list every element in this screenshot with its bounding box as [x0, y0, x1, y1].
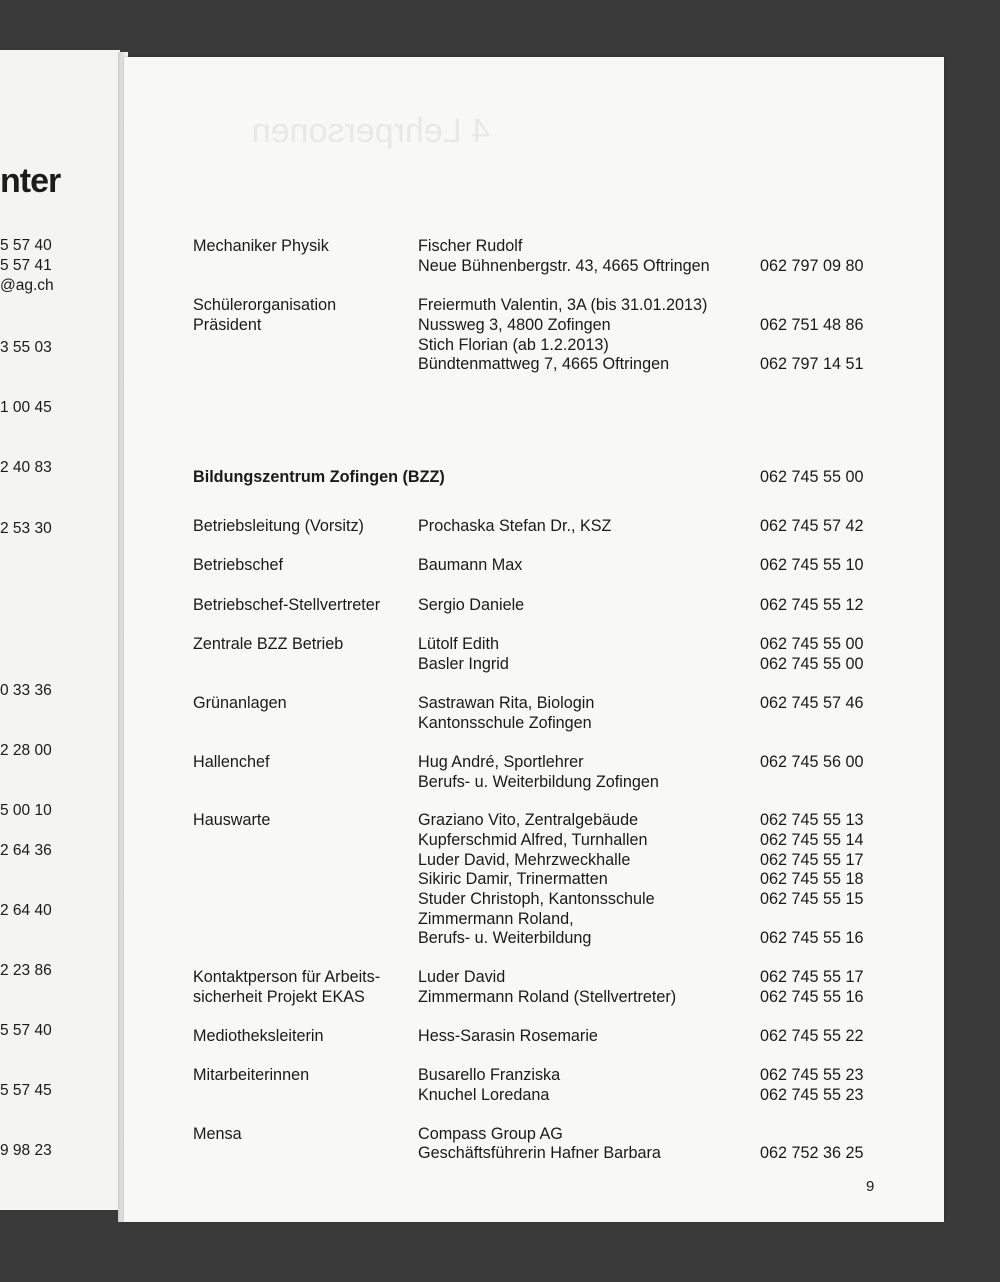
entry-detail: Luder David — [418, 968, 506, 986]
left-page-number: 1 00 45 — [0, 399, 52, 416]
entry-detail: Stich Florian (ab 1.2.2013) — [418, 336, 609, 354]
entry-detail: Geschäftsführerin Hafner Barbara — [418, 1144, 661, 1162]
left-page-number: @ag.ch — [0, 277, 54, 294]
entry-label: Mediotheksleiterin — [193, 1027, 324, 1045]
entry-label: Kontaktperson für Arbeits- — [193, 968, 381, 986]
left-page-number: 0 33 36 — [0, 682, 52, 699]
entry-phone: 062 797 14 51 — [760, 355, 864, 373]
entry-detail: Hess-Sarasin Rosemarie — [418, 1027, 598, 1045]
entry-phone: 062 745 55 22 — [760, 1027, 864, 1045]
left-page-number: 2 64 36 — [0, 842, 52, 859]
entry-detail: Studer Christoph, Kantonsschule — [418, 890, 655, 908]
left-page — [0, 50, 120, 1210]
entry-label: Präsident — [193, 316, 262, 334]
entry-phone: 062 751 48 86 — [760, 316, 864, 334]
entry-detail: Luder David, Mehrzweckhalle — [418, 851, 631, 869]
entry-phone: 062 745 55 23 — [760, 1086, 864, 1104]
entry-label: Hauswarte — [193, 811, 271, 829]
entry-phone: 062 745 55 13 — [760, 811, 864, 829]
entry-phone: 062 745 55 16 — [760, 929, 864, 947]
entry-label: sicherheit Projekt EKAS — [193, 988, 365, 1006]
page-number: 9 — [866, 1178, 875, 1195]
entry-detail: Sastrawan Rita, Biologin — [418, 694, 595, 712]
entry-phone: 062 745 55 10 — [760, 556, 864, 574]
left-page-number: 5 00 10 — [0, 802, 52, 819]
entry-detail: Kupferschmid Alfred, Turnhallen — [418, 831, 648, 849]
entry-label: Grünanlagen — [193, 694, 287, 712]
entry-detail: Baumann Max — [418, 556, 523, 574]
entry-detail: Compass Group AG — [418, 1125, 563, 1143]
entry-phone: 062 745 57 46 — [760, 694, 864, 712]
entry-phone: 062 745 55 00 — [760, 635, 864, 653]
entry-phone: 062 745 55 23 — [760, 1066, 864, 1084]
entry-detail: Busarello Franziska — [418, 1066, 561, 1084]
entry-phone: 062 745 55 18 — [760, 870, 864, 888]
left-page-number: 2 23 86 — [0, 962, 52, 979]
entry-phone: 062 745 55 00 — [760, 655, 864, 673]
entry-label: Betriebsleitung (Vorsitz) — [193, 517, 364, 535]
entry-detail: Hug André, Sportlehrer — [418, 753, 584, 771]
left-page-number: 5 57 41 — [0, 257, 52, 274]
entry-detail: Nussweg 3, 4800 Zofingen — [418, 316, 611, 334]
entry-label: Mensa — [193, 1125, 242, 1143]
entry-detail: Freiermuth Valentin, 3A (bis 31.01.2013) — [418, 296, 708, 314]
entry-phone: 062 745 55 16 — [760, 988, 864, 1006]
entry-detail: Zimmermann Roland (Stellvertreter) — [418, 988, 677, 1006]
left-page-number: 5 57 45 — [0, 1082, 52, 1099]
entry-phone: 062 745 55 14 — [760, 831, 864, 849]
entry-phone: 062 745 55 17 — [760, 851, 864, 869]
entry-detail: Zimmermann Roland, — [418, 910, 574, 928]
left-page-number: 5 57 40 — [0, 237, 52, 254]
entry-detail: Graziano Vito, Zentralgebäude — [418, 811, 639, 829]
entry-phone: 062 752 36 25 — [760, 1144, 864, 1162]
entry-label: Schülerorganisation — [193, 296, 337, 314]
entry-label: Zentrale BZZ Betrieb — [193, 635, 344, 653]
entry-detail: Berufs- u. Weiterbildung — [418, 929, 592, 947]
entry-phone: 062 745 55 17 — [760, 968, 864, 986]
left-page-number: 2 28 00 — [0, 742, 52, 759]
entry-phone: 062 745 55 00 — [760, 468, 864, 486]
entry-label: Betriebschef-Stellvertreter — [193, 596, 381, 614]
entry-detail: Neue Bühnenbergstr. 43, 4665 Oftringen — [418, 257, 710, 275]
entry-label: Mitarbeiterinnen — [193, 1066, 310, 1084]
entry-detail: Bündtenmattweg 7, 4665 Oftringen — [418, 355, 670, 373]
entry-detail: Berufs- u. Weiterbildung Zofingen — [418, 773, 659, 791]
entry-detail: Sergio Daniele — [418, 596, 525, 614]
left-page-number: 2 53 30 — [0, 520, 52, 537]
entry-detail: Kantonsschule Zofingen — [418, 714, 592, 732]
entry-label: Mechaniker Physik — [193, 237, 329, 255]
left-page-number: 3 55 03 — [0, 339, 52, 356]
entry-phone: 062 797 09 80 — [760, 257, 864, 275]
left-page-number: 5 57 40 — [0, 1022, 52, 1039]
left-page-heading: nter — [0, 162, 61, 200]
entry-phone: 062 745 57 42 — [760, 517, 864, 535]
entry-phone: 062 745 55 15 — [760, 890, 864, 908]
entry-phone: 062 745 56 00 — [760, 753, 864, 771]
left-page-number: 2 40 83 — [0, 459, 52, 476]
entry-detail: Lütolf Edith — [418, 635, 499, 653]
mirrored-heading: 4 Lehrpersonen — [251, 112, 490, 150]
entry-phone: 062 745 55 12 — [760, 596, 864, 614]
entry-label: Betriebschef — [193, 556, 283, 574]
section-heading: Bildungszentrum Zofingen (BZZ) — [193, 468, 445, 486]
left-page-number: 9 98 23 — [0, 1142, 52, 1159]
left-page-number: 2 64 40 — [0, 902, 52, 919]
entry-detail: Sikiric Damir, Trinermatten — [418, 870, 608, 888]
entry-detail: Basler Ingrid — [418, 655, 509, 673]
entry-label: Hallenchef — [193, 753, 270, 771]
entry-detail: Fischer Rudolf — [418, 237, 523, 255]
entry-detail: Prochaska Stefan Dr., KSZ — [418, 517, 612, 535]
entry-detail: Knuchel Loredana — [418, 1086, 550, 1104]
